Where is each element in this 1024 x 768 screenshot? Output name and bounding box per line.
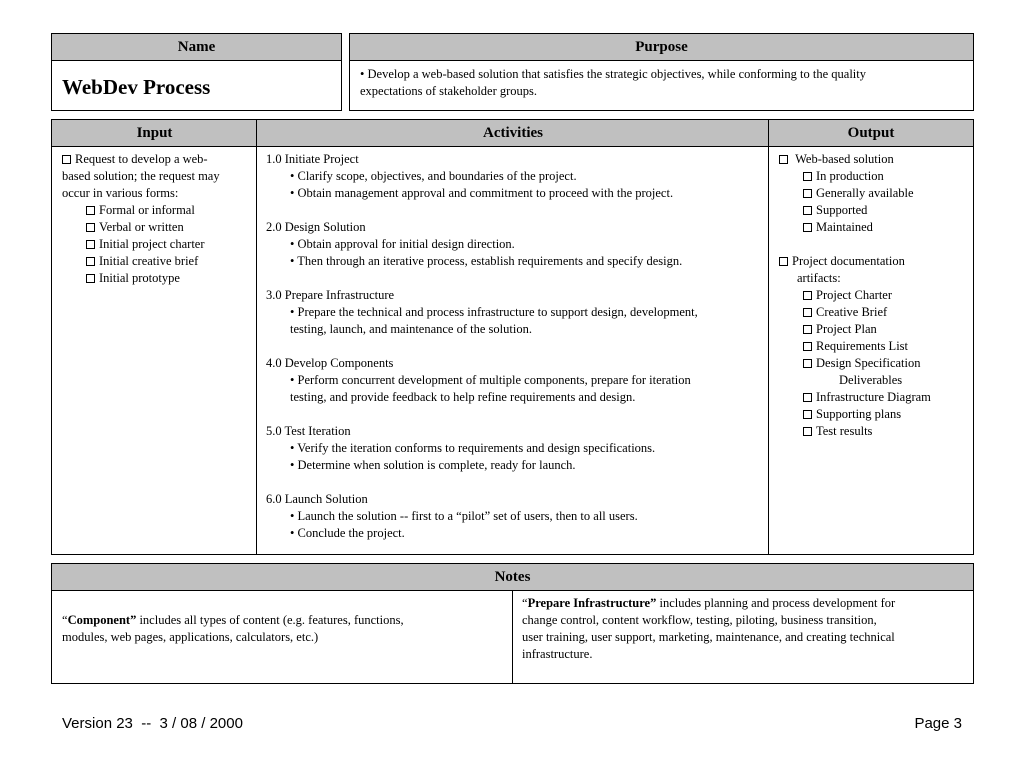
activity-step-title: 6.0 Launch Solution (266, 492, 368, 506)
checkbox-icon (803, 410, 812, 419)
notes-right: “Prepare Infrastructure” includes planning and process development for change control, content workflow, testing, piloting, business transition, user training, user support, marketing, maintenance, and creating technical infrastructure. (522, 596, 896, 661)
activity-step-line: • Verify the iteration conforms to requirements and design specifications. (290, 441, 656, 455)
notes-header: Notes (52, 564, 973, 591)
checkbox-icon (803, 427, 812, 436)
input-intro-line: occur in various forms: (62, 186, 179, 200)
name-header: Name (52, 34, 341, 61)
checkbox-icon (803, 189, 812, 198)
output-docs-label: Project documentation (792, 254, 905, 268)
activity-step-title: 3.0 Prepare Infrastructure (266, 288, 395, 302)
col-divider (768, 120, 769, 554)
purpose-box (349, 33, 974, 111)
checkbox-icon (803, 223, 812, 232)
activity-step-line: • Clarify scope, objectives, and boundaries of the project. (290, 169, 577, 183)
checkbox-icon (803, 172, 812, 181)
activity-step-line: • Determine when solution is complete, ready for launch. (290, 458, 576, 472)
activity-step-line: • Then through an iterative process, establish requirements and specify design. (290, 254, 683, 268)
input-form-item: Initial creative brief (62, 253, 220, 270)
output-solution-item: Generally available (779, 185, 931, 202)
activity-step-line: • Perform concurrent development of multiple components, prepare for iteration (290, 373, 691, 387)
output-solution-label: Web-based solution (795, 152, 894, 166)
note-line: infrastructure. (522, 647, 593, 661)
notes-box (51, 563, 974, 684)
output-solution-item: Maintained (779, 219, 931, 236)
input-intro-line: Request to develop a web- (75, 152, 208, 166)
output-doc-item: Infrastructure Diagram (779, 389, 931, 406)
col-divider (512, 590, 513, 683)
checkbox-icon (803, 393, 812, 402)
activity-step-line: testing, and provide feedback to help refine requirements and design. (290, 390, 636, 404)
note-line: change control, content workflow, testing, piloting, business transition, (522, 613, 877, 627)
checkbox-icon (86, 257, 95, 266)
name-box (51, 33, 342, 111)
checkbox-icon (779, 257, 788, 266)
checkbox-icon (86, 206, 95, 215)
input-form-item: Formal or informal (62, 202, 220, 219)
notes-left: “Component” includes all types of content (e.g. features, functions, modules, web pages, applications, calculators, etc.) (62, 613, 404, 644)
checkbox-icon (86, 240, 95, 249)
purpose-text (360, 66, 866, 100)
input-header: Input (136, 125, 173, 141)
table-header-row (52, 120, 973, 147)
output-doc-item: Test results (779, 423, 931, 440)
output-doc-item: Creative Brief (779, 304, 931, 321)
output-header: Output (847, 125, 895, 141)
page-number: Page 3 (914, 715, 962, 732)
checkbox-icon (803, 206, 812, 215)
col-divider (256, 120, 257, 554)
input-form-item: Verbal or written (62, 219, 220, 236)
activity-step-line: • Obtain management approval and commitment to proceed with the project. (290, 186, 674, 200)
output-column (779, 151, 931, 440)
output-doc-item: Requirements List (779, 338, 931, 355)
checkbox-icon (86, 274, 95, 283)
checkbox-icon (86, 223, 95, 232)
output-solution-item: In production (779, 168, 931, 185)
activity-step-line: • Launch the solution -- first to a “pilot” set of users, then to all users. (290, 509, 638, 523)
activities-header: Activities (483, 125, 543, 141)
version-text: Version 23 -- 3 / 08 / 2000 (62, 715, 243, 732)
purpose-line: expectations of stakeholder groups. (360, 84, 538, 98)
purpose-header: Purpose (350, 34, 973, 61)
process-table (51, 119, 974, 555)
input-form-item: Initial prototype (62, 270, 220, 287)
note-term: Component” (67, 613, 137, 627)
purpose-line: • Develop a web-based solution that satisfies the strategic objectives, while conforming to the quality (360, 67, 866, 81)
note-term: Prepare Infrastructure” (527, 596, 657, 610)
output-doc-item: Project Plan (779, 321, 931, 338)
checkbox-icon (779, 155, 788, 164)
checkbox-icon (803, 342, 812, 351)
output-doc-item-wrap: Deliverables (839, 373, 903, 387)
checkbox-icon (803, 308, 812, 317)
checkbox-icon (803, 325, 812, 334)
activity-step-title: 4.0 Develop Components (266, 356, 394, 370)
input-column (62, 151, 220, 287)
output-doc-item: Supporting plans (779, 406, 931, 423)
checkbox-icon (62, 155, 71, 164)
activity-step-line: • Obtain approval for initial design direction. (290, 237, 515, 251)
activity-step-line: testing, launch, and maintenance of the solution. (290, 322, 532, 336)
input-intro-line: based solution; the request may (62, 169, 220, 183)
note-line: modules, web pages, applications, calculators, etc.) (62, 630, 319, 644)
output-docs-label: artifacts: (797, 271, 841, 285)
activity-step-line: • Prepare the technical and process infrastructure to support design, development, (290, 305, 698, 319)
activity-step-title: 5.0 Test Iteration (266, 424, 351, 438)
checkbox-icon (803, 291, 812, 300)
process-title: WebDev Process (62, 75, 211, 99)
output-solution-item: Supported (779, 202, 931, 219)
activities-column (266, 151, 698, 542)
activity-step-line: • Conclude the project. (290, 526, 405, 540)
input-form-item: Initial project charter (62, 236, 220, 253)
activity-step-title: 1.0 Initiate Project (266, 152, 359, 166)
output-doc-item: Design Specification (779, 355, 931, 372)
output-doc-item: Project Charter (779, 287, 931, 304)
checkbox-icon (803, 359, 812, 368)
note-line: user training, user support, marketing, maintenance, and creating technical (522, 630, 895, 644)
activity-step-title: 2.0 Design Solution (266, 220, 366, 234)
